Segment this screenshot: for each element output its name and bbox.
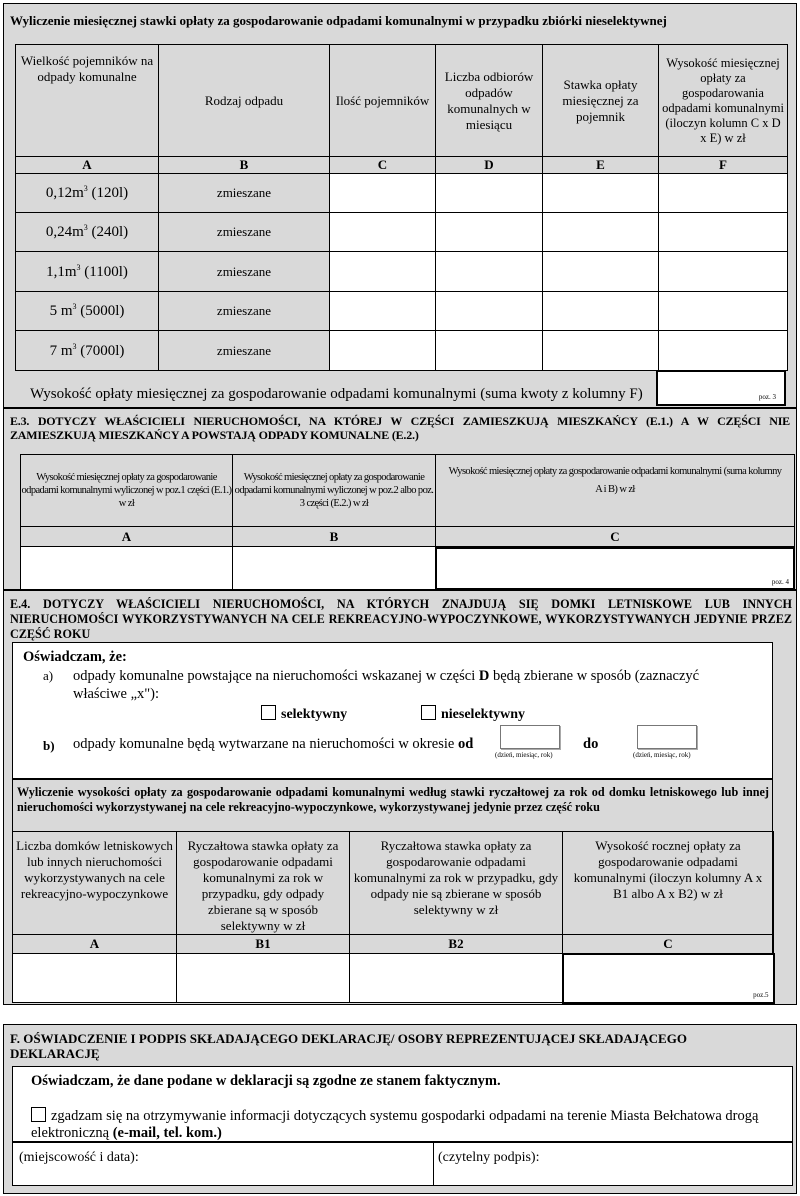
waste-type: zmieszane [159,252,330,292]
header-rate: Stawka opłaty miesięcznej za pojemnik [543,45,659,157]
consent-text: zgadzam się na otrzymywanie informacji dotyczących systemu gospodarki odpadami na terenie Miasta Bełchatowa drogą elektroniczną (e-mail, tel. kom.) [31,1108,759,1141]
place-date-field[interactable] [12,1142,433,1186]
poz-label: poz. 4 [771,578,789,586]
col-letter: A [20,527,232,547]
col-letter: C [330,157,436,174]
container-fee-table [15,44,788,371]
input-cell[interactable] [543,331,659,371]
poz-label: poz. 3 [758,393,776,401]
date-from-input[interactable] [500,725,560,749]
col-letter: D [436,157,543,174]
section-e3-title: E.3. DOTYCZY WŁAŚCICIELI NIERUCHOMOŚCI, NA KTÓREJ W CZĘŚCI ZAMIESZKUJĄ MIESZKAŃCY (E.1.) A W CZĘŚCI NIE ZAMIESZKUJĄ MIESZKAŃCY A POWSTAJĄ ODPADY KOMUNALNE (E.2.) [10,414,790,442]
option-selective[interactable]: selektywny [261,705,347,723]
input-cell[interactable] [543,213,659,252]
section-e4-title: E.4. DOTYCZY WŁAŚCICIELI NIERUCHOMOŚCI, NA KTÓRYCH ZNAJDUJĄ SIĘ DOMKI LETNISKOWE LUB INNYCH NIERUCHOMOŚCI WYKORZYSTYWANYCH NA CELE REKREACYJNO-WYPOCZYNKOWE, WYKORZYSTYWANYCH JEDYNIE PRZEZ CZĘŚĆ ROKU [10,597,792,641]
place-date-label: (miejscowość i data): [19,1150,139,1165]
container-size: 5 $m^3$ (5000l) [16,292,159,331]
header-monthly-fee: Wysokość miesięcznej opłaty za gospodarowania odpadami komunalnymi (iloczyn kolumn C x D x E) w zł [659,45,788,157]
option-a-label: a) [43,668,54,683]
input-cell[interactable] [436,252,543,292]
container-size: 7 $m^3$ (7000l) [16,331,159,371]
col-letter: A [13,935,177,954]
input-cell[interactable] [659,252,788,292]
consent-checkbox[interactable] [31,1107,46,1122]
input-cell[interactable] [330,252,436,292]
input-cell[interactable] [330,331,436,371]
header-pickups: Liczba odbiorów odpadów komunalnych w miesiącu [436,45,543,157]
sum-label: Wysokość opłaty miesięcznej za gospodarowanie odpadami komunalnymi (suma kwoty z kolumny F) [30,386,643,402]
poz5-field[interactable] [563,954,774,1003]
header-rate-selective: Ryczałtowa stawka opłaty za gospodarowanie odpadami komunalnymi za rok w przypadku, gdy odpady zbierane są w sposób selektywny w zł [177,832,350,935]
input-cell[interactable] [330,174,436,213]
lump-sum-table [12,831,775,1004]
input-cell[interactable] [436,213,543,252]
to-label: do [583,736,599,752]
poz-label: poz.5 [753,990,769,999]
e3-header-a: Wysokość miesięcznej opłaty za gospodarowanie odpadami komunalnymi wyliczonej w poz.1 części (E.1.) w zł [20,454,232,527]
input-cell[interactable] [436,292,543,331]
col-letter: C [435,527,795,547]
input-cell[interactable] [350,954,563,1003]
col-letter: F [659,157,788,174]
statement-box [12,1066,793,1142]
col-letter: C [563,935,774,954]
header-annual-fee: Wysokość rocznej opłaty za gospodarowanie odpadami komunalnymi (iloczyn kolumny A x B1 albo A x B2) w zł [563,832,774,935]
section-f-title: F. OŚWIADCZENIE I PODPIS SKŁADAJĄCEGO DEKLARACJĘ/ OSOBY REPREZENTUJĄCEJ SKŁADAJĄCEGO DEKLARACJĘ [10,1031,687,1061]
input-cell[interactable] [659,331,788,371]
e3-input-c[interactable] [435,547,795,590]
waste-type: zmieszane [159,174,330,213]
date-hint: (dzień, miesiąc, rok) [633,751,691,759]
option-nonselective[interactable]: nieselektywny [421,705,525,723]
col-letter: A [16,157,159,174]
e3-input-b[interactable] [232,547,435,590]
e3-input-a[interactable] [20,547,232,590]
declare-heading: Oświadczam, że: [23,649,127,665]
option-b-text: odpady komunalne będą wytwarzane na nieruchomości w okresie od [73,736,474,752]
input-cell[interactable] [330,292,436,331]
container-size: $0,24m^3$ (240l) [16,213,159,252]
e3-header-b: Wysokość miesięcznej opłaty za gospodarowanie odpadami komunalnymi wyliczonej w poz.2 albo poz. 3 części (E.2.) w zł [232,454,435,527]
col-letter: E [543,157,659,174]
input-cell[interactable] [330,213,436,252]
waste-type: zmieszane [159,213,330,252]
header-rate-nonselective: Ryczałtowa stawka opłaty za gospodarowanie odpadami komunalnymi za rok w przypadku, gdy odpady nie są zbierane w sposób selektywny w zł [350,832,563,935]
calc-title: Wyliczenie wysokości opłaty za gospodarowanie odpadami komunalnymi według stawki ryczałtowej za rok od domku letniskowego lub innej nieruchomości wykorzystywanej na cele rekreacyjno-wypoczynkowe, wykorzystywanej jedynie przez część roku [17,785,769,814]
col-letter: B1 [177,935,350,954]
input-cell[interactable] [543,174,659,213]
header-waste-type: Rodzaj odpadu [159,45,330,157]
signature-field[interactable] [433,1142,793,1186]
col-letter: B [159,157,330,174]
date-to-input[interactable] [637,725,697,749]
input-cell[interactable] [659,213,788,252]
header-container-count: Ilość pojemników [330,45,436,157]
waste-type: zmieszane [159,292,330,331]
section-e2-title: Wyliczenie miesięcznej stawki opłaty za gospodarowanie odpadami komunalnymi w przypadku zbiórki nieselektywnej [10,13,667,28]
col-letter: B2 [350,935,563,954]
input-cell[interactable] [177,954,350,1003]
input-cell[interactable] [659,292,788,331]
input-cell[interactable] [543,292,659,331]
input-cell[interactable] [436,331,543,371]
signature-label: (czytelny podpis): [438,1150,540,1165]
option-a-text: odpady komunalne powstające na nieruchomości wskazanej w części D będą zbierane w sposób (zaznaczyć właściwe „x"): [73,668,700,702]
option-b-label: b) [43,738,55,753]
date-hint: (dzień, miesiąc, rok) [495,751,553,759]
input-cell[interactable] [659,174,788,213]
e4-declaration-box [12,642,773,779]
container-size: $0,12m^3$ (120l) [16,174,159,213]
e3-header-c: Wysokość miesięcznej opłaty za gospodarowanie odpadami komunalnymi (suma kolumny A i B) w zł [435,454,795,527]
header-container-size: Wielkość pojemników na odpady komunalne [16,45,159,157]
statement-text: Oświadczam, że dane podane w deklaracji są zgodne ze stanem faktycznym. [31,1073,501,1089]
container-size: $1,1m^3$ (1100l) [16,252,159,292]
poz3-field[interactable] [656,370,786,406]
col-letter: B [232,527,435,547]
input-cell[interactable] [436,174,543,213]
checkbox[interactable] [421,705,436,720]
input-cell[interactable] [543,252,659,292]
waste-type: zmieszane [159,331,330,371]
input-cell[interactable] [13,954,177,1003]
header-houses-count: Liczba domków letniskowych lub innych nieruchomości wykorzystywanych na cele rekreacyjno-wypoczynkowe [13,832,177,935]
checkbox[interactable] [261,705,276,720]
